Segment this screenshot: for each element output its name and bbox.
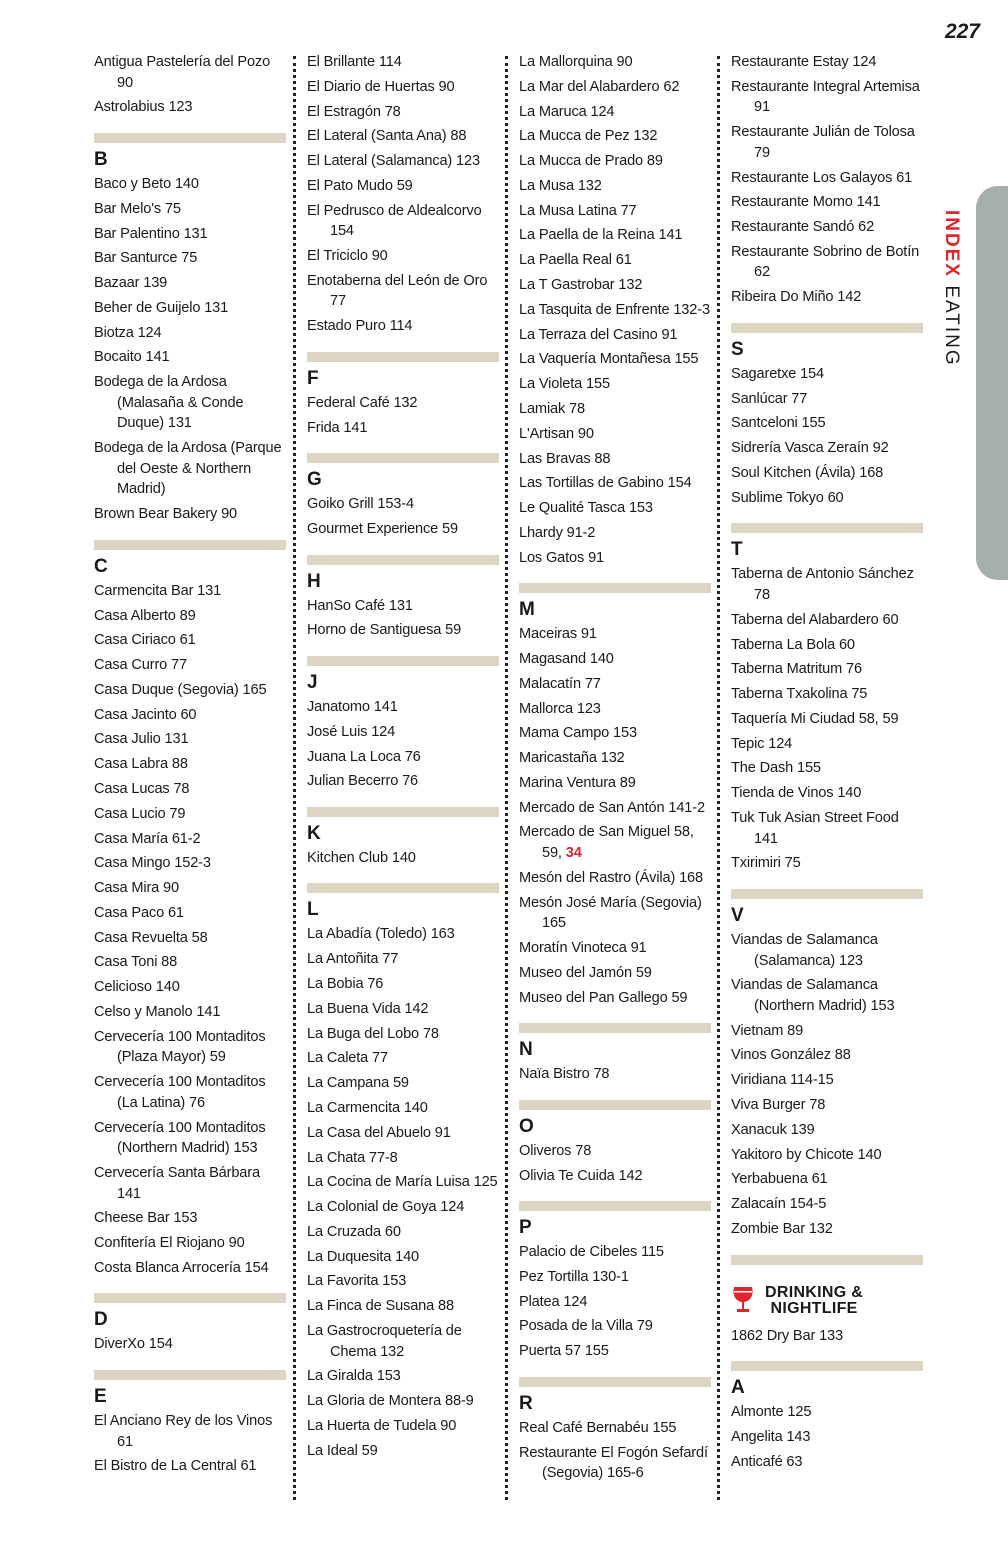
- index-entry: Mesón José María (Segovia) 165: [519, 894, 702, 932]
- index-entry: La Ideal 59: [307, 1442, 378, 1459]
- section-letter: O: [519, 1115, 534, 1137]
- index-column-4: [731, 52, 923, 1476]
- section-divider-bar: [94, 1293, 286, 1303]
- index-entry: Lamiak 78: [519, 400, 585, 417]
- index-entry: La Tasquita de Enfrente 132-3: [519, 301, 710, 318]
- index-entry: Casa Labra 88: [94, 756, 188, 773]
- section-letter: N: [519, 1039, 533, 1061]
- section-divider-bar: [519, 1201, 711, 1211]
- index-section: [94, 540, 286, 1279]
- index-entry: Marina Ventura 89: [519, 774, 636, 791]
- index-entry: Tepic 124: [731, 735, 793, 752]
- index-entry: Cervecería Santa Bárbara 141: [94, 1164, 260, 1202]
- index-entry: La Carmencita 140: [307, 1099, 428, 1116]
- index-entry: Casa Mira 90: [94, 880, 179, 897]
- index-section: [731, 889, 923, 1240]
- index-entry: Julian Becerro 76: [307, 773, 419, 790]
- index-entry: Celicioso 140: [94, 979, 180, 996]
- index-entry: Taberna de Antonio Sánchez 78: [731, 566, 914, 603]
- index-section: [307, 656, 499, 792]
- index-entry: Soul Kitchen (Ávila) 168: [731, 464, 884, 481]
- heading-line: DRINKING &: [765, 1283, 864, 1301]
- index-entry: El Lateral (Salamanca) 123: [307, 153, 480, 170]
- index-entry: Naïa Bistro 78: [519, 1066, 610, 1083]
- index-entry: Xanacuk 139: [731, 1121, 815, 1138]
- index-entry: Casa Alberto 89: [94, 607, 196, 624]
- index-entry: José Luis 124: [307, 723, 396, 740]
- index-entry: Posada de la Villa 79: [519, 1318, 653, 1335]
- section-divider-bar: [731, 889, 923, 899]
- index-entry: Maricastaña 132: [519, 750, 625, 767]
- index-entry: Tuk Tuk Asian Street Food 141: [731, 809, 899, 847]
- index-entry: Angelita 143: [731, 1428, 811, 1445]
- index-entry: La Abadía (Toledo) 163: [307, 926, 455, 943]
- index-entry: Santceloni 155: [731, 415, 826, 432]
- index-entry: La Cocina de María Luisa 125: [307, 1174, 498, 1191]
- index-entry: Museo del Jamón 59: [519, 964, 652, 981]
- index-entry: La Violeta 155: [519, 376, 610, 393]
- heading-line: NIGHTLIFE: [770, 1299, 858, 1317]
- index-entry: La Bobia 76: [307, 976, 384, 993]
- index-entry: Lhardy 91-2: [519, 524, 596, 541]
- section-divider-bar: [307, 352, 499, 362]
- index-entry: Olivia Te Cuida 142: [519, 1167, 643, 1184]
- index-entry: Taberna Matritum 76: [731, 661, 862, 678]
- section-letter: B: [94, 148, 108, 170]
- index-section: [519, 1100, 711, 1186]
- index-entry: La Mucca de Prado 89: [519, 153, 663, 170]
- index-entry: Federal Café 132: [307, 394, 418, 411]
- index-entry: La Casa del Abuelo 91: [307, 1124, 451, 1141]
- section-letter: P: [519, 1217, 532, 1239]
- section-letter: D: [94, 1309, 108, 1331]
- index-entry: La Gloria de Montera 88-9: [307, 1393, 474, 1410]
- column-divider: [293, 56, 296, 1500]
- index-entry: Baco y Beto 140: [94, 175, 199, 192]
- index-entry: Casa Duque (Segovia) 165: [94, 681, 267, 698]
- index-entry: El Bistro de La Central 61: [94, 1458, 257, 1475]
- index-entry: Kitchen Club 140: [307, 849, 416, 866]
- index-entry: Casa María 61-2: [94, 830, 201, 847]
- index-entry: Las Tortillas de Gabino 154: [519, 475, 692, 492]
- index-entry: Bazaar 139: [94, 275, 168, 292]
- index-section: [307, 352, 499, 438]
- index-entry: Casa Curro 77: [94, 657, 187, 674]
- index-entry: Casa Jacinto 60: [94, 706, 197, 723]
- section-divider-bar: [519, 1023, 711, 1033]
- index-section: [519, 1023, 711, 1085]
- index-entry: Viridiana 114-15: [731, 1072, 834, 1089]
- section-letter: K: [307, 822, 321, 844]
- section-letter: C: [94, 555, 108, 577]
- section-letter: S: [731, 338, 744, 360]
- index-section: [519, 1201, 711, 1362]
- section-divider-bar: [519, 1100, 711, 1110]
- index-entry: Magasand 140: [519, 651, 614, 667]
- index-entry: Casa Lucio 79: [94, 805, 186, 822]
- index-entry: La Mucca de Pez 132: [519, 128, 658, 145]
- section-divider-bar: [307, 656, 499, 666]
- index-entry: Cervecería 100 Montaditos (Plaza Mayor) 59: [94, 1028, 266, 1066]
- index-entry: La Musa Latina 77: [519, 202, 637, 219]
- index-entry: La Buena Vida 142: [307, 1000, 429, 1017]
- index-column-3: [519, 52, 711, 1488]
- index-entry: La Paella de la Reina 141: [519, 227, 683, 244]
- index-entry: Vinos González 88: [731, 1047, 851, 1064]
- index-entry: La Mar del Alabardero 62: [519, 78, 680, 95]
- section-label-index: INDEX: [941, 210, 962, 279]
- section-label-eating: EATING: [941, 285, 962, 367]
- index-entry: Restaurante Sobrino de Botín 62: [731, 243, 920, 281]
- index-entry: Restaurante Integral Artemisa 91: [731, 78, 920, 116]
- index-section: [731, 1361, 923, 1472]
- page-number: 227: [944, 20, 980, 43]
- index-entry: Casa Toni 88: [94, 954, 178, 971]
- index-entry: Puerta 57 155: [519, 1343, 609, 1360]
- index-column-2: [307, 52, 499, 1465]
- index-entry: Sidrería Vasca Zeraín 92: [731, 440, 889, 457]
- section-letter: M: [519, 599, 535, 621]
- index-entry: La Finca de Susana 88: [307, 1298, 454, 1315]
- section-letter: H: [307, 570, 321, 592]
- index-entry-text: Mercado de San Miguel 58, 59,: [519, 824, 694, 862]
- index-entry: Goiko Grill 153-4: [307, 496, 414, 513]
- index-entry: Taberna del Alabardero 60: [731, 611, 899, 628]
- index-entry: Cervecería 100 Montaditos (La Latina) 76: [94, 1074, 266, 1111]
- index-entry: Bodega de la Ardosa (Malasaña & Conde Duque) 131: [94, 374, 244, 432]
- index-entry: DiverXo 154: [94, 1336, 173, 1353]
- index-entry: La Antoñita 77: [307, 951, 399, 968]
- index-section: [731, 323, 923, 509]
- section-label: [938, 210, 968, 370]
- index-entry: Casa Paco 61: [94, 904, 184, 921]
- section-divider-bar: [94, 133, 286, 143]
- index-section: [94, 133, 286, 525]
- index-entry: Bar Palentino 131: [94, 225, 208, 242]
- section-divider-bar: [731, 323, 923, 333]
- index-entry: Restaurante Momo 141: [731, 194, 881, 211]
- section-tab: [976, 186, 1008, 580]
- index-entry: Astrolabius 123: [94, 99, 193, 116]
- index-entry: El Diario de Huertas 90: [307, 78, 455, 95]
- index-entry: Mallorca 123: [519, 700, 601, 717]
- index-entry: La Colonial de Goya 124: [307, 1199, 465, 1216]
- section-divider-bar: [731, 1361, 923, 1371]
- index-entry: Frida 141: [307, 419, 368, 436]
- index-entry: Bodega de la Ardosa (Parque del Oeste & Northern Madrid): [94, 440, 282, 498]
- index-entry: Mesón del Rastro (Ávila) 168: [519, 869, 703, 886]
- index-entry: Pez Tortilla 130-1: [519, 1268, 629, 1285]
- index-entry: El Pato Mudo 59: [307, 177, 413, 194]
- index-entry: 1862 Dry Bar 133: [731, 1327, 843, 1344]
- section-divider-bar: [307, 453, 499, 463]
- section-divider-bar: [307, 807, 499, 817]
- index-entry: Malacatín 77: [519, 675, 601, 692]
- index-entry: La Huerta de Tudela 90: [307, 1417, 457, 1434]
- index-entry: Bar Melo's 75: [94, 200, 181, 217]
- index-entry: Juana La Loca 76: [307, 748, 421, 765]
- section-letter: G: [307, 469, 322, 491]
- index-entry: La Favorita 153: [307, 1273, 407, 1290]
- index-entry: El Estragón 78: [307, 103, 401, 120]
- section-letter: J: [307, 671, 318, 693]
- index-entry: Celso y Manolo 141: [94, 1004, 221, 1021]
- section-letter: F: [307, 367, 319, 389]
- index-entry: La Gastrocroquetería de Chema 132: [307, 1322, 462, 1360]
- index-entry: Tienda de Vinos 140: [731, 785, 862, 802]
- index-entry: Restaurante El Fogón Sefardí (Segovia) 165-6: [519, 1444, 708, 1482]
- index-entry: El Lateral (Santa Ana) 88: [307, 128, 467, 145]
- index-entry: Costa Blanca Arrocería 154: [94, 1259, 269, 1276]
- index-entry: Anticafé 63: [731, 1453, 803, 1470]
- index-entry: El Anciano Rey de los Vinos 61: [94, 1413, 273, 1450]
- index-entry: Bocaito 141: [94, 349, 170, 366]
- index-entry: La Paella Real 61: [519, 252, 632, 269]
- index-entry: Ribeira Do Miño 142: [731, 289, 862, 306]
- wine-glass-icon: [731, 1285, 765, 1320]
- index-entry: Sagaretxe 154: [731, 365, 824, 382]
- section-divider-bar: [731, 523, 923, 533]
- index-entry: Bar Santurce 75: [94, 250, 198, 267]
- index-entry: Viandas de Salamanca (Northern Madrid) 153: [731, 977, 895, 1014]
- index-entry: Antigua Pastelería del Pozo 90: [94, 54, 271, 91]
- section-letter: E: [94, 1386, 107, 1408]
- index-entry: Zalacaín 154-5: [731, 1196, 827, 1213]
- section-divider-bar: [519, 583, 711, 593]
- drinking-heading-text: [765, 1285, 863, 1317]
- index-entry: Zombie Bar 132: [731, 1220, 833, 1237]
- index-entry: El Brillante 114: [307, 54, 402, 70]
- index-entry: Mercado de San Antón 141-2: [519, 799, 705, 816]
- index-entry: Restaurante Los Galayos 61: [731, 169, 913, 186]
- index-entry: Museo del Pan Gallego 59: [519, 989, 688, 1006]
- index-entry: Palacio de Cibeles 115: [519, 1244, 664, 1261]
- index-entry: Cervecería 100 Montaditos (Northern Madrid) 153: [94, 1119, 266, 1157]
- index-entry: L'Artisan 90: [519, 425, 594, 442]
- index-column-1: [94, 52, 286, 1481]
- index-entry: HanSo Café 131: [307, 597, 413, 614]
- index-entry: Taberna La Bola 60: [731, 636, 855, 653]
- section-letter: R: [519, 1392, 533, 1414]
- index-section: [519, 52, 711, 568]
- index-entry: [519, 822, 711, 863]
- index-entry: La T Gastrobar 132: [519, 277, 643, 294]
- index-entry: Horno de Santiguesa 59: [307, 622, 462, 639]
- index-entry: Restaurante Julián de Tolosa 79: [731, 124, 915, 161]
- index-entry: Beher de Guijelo 131: [94, 299, 229, 316]
- index-section: [307, 52, 499, 337]
- section-divider-bar: [307, 555, 499, 565]
- index-entry: El Pedrusco de Aldealcorvo 154: [307, 202, 482, 240]
- index-entry: Sanlúcar 77: [731, 390, 808, 407]
- index-entry: Enotaberna del León de Oro 77: [307, 272, 488, 310]
- index-entry: La Musa 132: [519, 177, 602, 194]
- section-divider-bar: [94, 540, 286, 550]
- index-entry: La Cruzada 60: [307, 1223, 401, 1240]
- column-divider: [717, 56, 720, 1500]
- index-entry: Los Gatos 91: [519, 549, 605, 566]
- index-entry: La Vaquería Montañesa 155: [519, 351, 699, 368]
- index-entry: Moratín Vinoteca 91: [519, 940, 647, 956]
- index-entry: Almonte 125: [731, 1404, 812, 1421]
- index-section: [731, 52, 923, 308]
- index-entry: Platea 124: [519, 1293, 588, 1310]
- index-entry: Txirimiri 75: [731, 855, 801, 872]
- index-entry: La Buga del Lobo 78: [307, 1025, 439, 1042]
- index-entry: La Maruca 124: [519, 103, 615, 120]
- section-letter: L: [307, 899, 319, 921]
- index-entry: Biotza 124: [94, 324, 162, 341]
- index-entry: La Terraza del Casino 91: [519, 326, 678, 343]
- index-entry: Brown Bear Bakery 90: [94, 506, 238, 523]
- index-entry: Vietnam 89: [731, 1022, 804, 1039]
- index-entry: Casa Mingo 152-3: [94, 855, 211, 872]
- section-letter: A: [731, 1377, 745, 1399]
- index-entry: Taberna Txakolina 75: [731, 686, 868, 703]
- index-entry: La Mallorquina 90: [519, 54, 633, 70]
- index-entry: Gourmet Experience 59: [307, 520, 458, 537]
- index-section: [94, 1370, 286, 1477]
- section-letter: T: [731, 539, 743, 561]
- index-entry: Viandas de Salamanca (Salamanca) 123: [731, 931, 878, 969]
- index-section: [519, 1377, 711, 1484]
- index-section: [307, 555, 499, 641]
- index-section: [307, 453, 499, 539]
- index-entry: Viva Burger 78: [731, 1097, 826, 1114]
- index-entry: The Dash 155: [731, 760, 821, 777]
- index-entry: Las Bravas 88: [519, 450, 611, 467]
- index-section: [519, 583, 711, 1008]
- drinking-heading: [731, 1285, 923, 1320]
- index-entry: Restaurante Estay 124: [731, 54, 877, 70]
- index-entry: Casa Julio 131: [94, 731, 189, 748]
- index-entry: Cheese Bar 153: [94, 1210, 198, 1227]
- index-entry: Casa Ciriaco 61: [94, 632, 196, 649]
- index-entry: Confitería El Riojano 90: [94, 1235, 245, 1252]
- index-entry: La Campana 59: [307, 1075, 409, 1092]
- index-entry: Maceiras 91: [519, 626, 597, 643]
- section-letter: V: [731, 904, 744, 926]
- index-entry: Casa Revuelta 58: [94, 929, 208, 946]
- section-divider-bar: [94, 1370, 286, 1380]
- index-entry: Restaurante Sandó 62: [731, 219, 875, 236]
- index-entry: Le Qualité Tasca 153: [519, 500, 653, 517]
- index-entry: Yerbabuena 61: [731, 1171, 828, 1188]
- section-divider-bar: [731, 1255, 923, 1265]
- section-divider-bar: [307, 883, 499, 893]
- index-section: [94, 52, 286, 118]
- index-entry: Estado Puro 114: [307, 318, 413, 335]
- index-entry: Carmencita Bar 131: [94, 582, 222, 599]
- index-entry: Yakitoro by Chicote 140: [731, 1146, 882, 1163]
- index-entry: Oliveros 78: [519, 1142, 592, 1159]
- index-entry: Mama Campo 153: [519, 725, 637, 742]
- section-divider-bar: [519, 1377, 711, 1387]
- index-section: [731, 1255, 923, 1347]
- index-section: [731, 523, 923, 874]
- index-entry: El Triciclo 90: [307, 248, 388, 265]
- index-entry: Janatomo 141: [307, 698, 398, 715]
- index-entry: La Giralda 153: [307, 1368, 401, 1385]
- index-entry: La Chata 77-8: [307, 1149, 398, 1166]
- index-section: [94, 1293, 286, 1355]
- column-divider: [505, 56, 508, 1500]
- index-entry: Sublime Tokyo 60: [731, 489, 844, 506]
- index-entry: Taquería Mi Ciudad 58, 59: [731, 710, 899, 727]
- index-entry: Real Café Bernabéu 155: [519, 1419, 677, 1436]
- index-entry: La Caleta 77: [307, 1050, 388, 1067]
- highlighted-page-ref: 34: [565, 845, 582, 862]
- index-entry: Casa Lucas 78: [94, 781, 190, 797]
- index-section: [307, 883, 499, 1461]
- index-section: [307, 807, 499, 869]
- index-entry: La Duquesita 140: [307, 1248, 420, 1265]
